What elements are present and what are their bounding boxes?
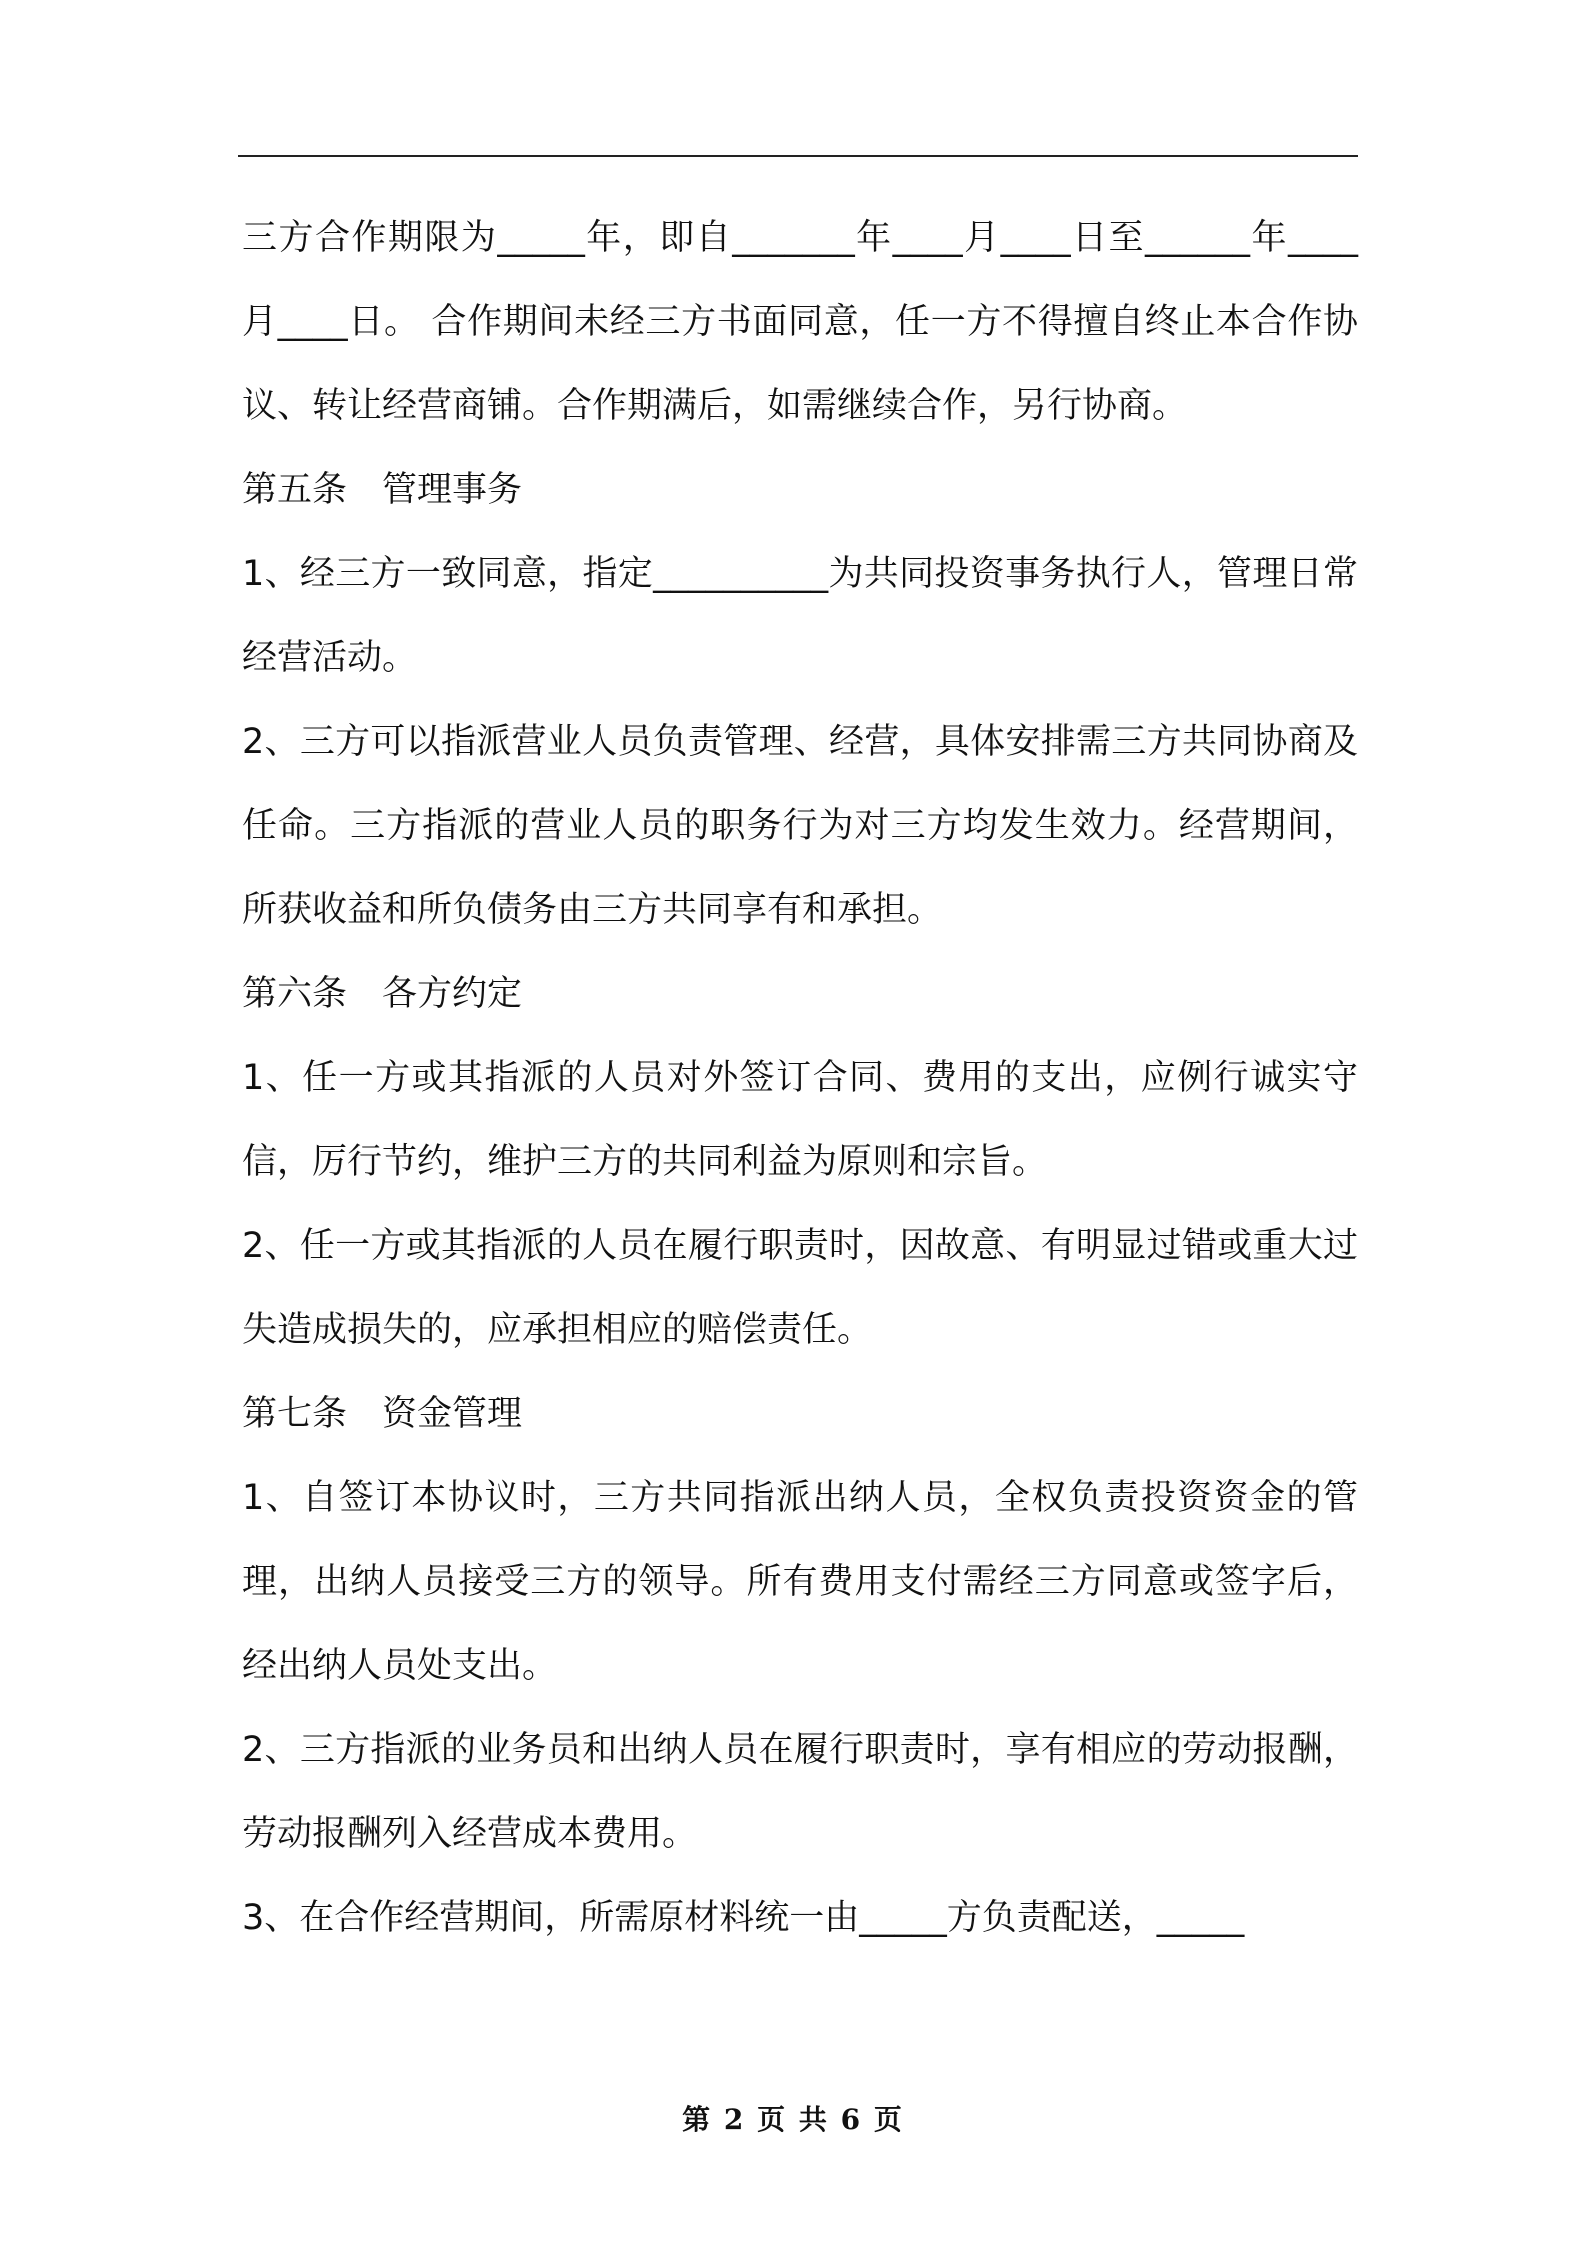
article-6-heading: 第六条 各方约定 [242,974,523,1014]
paragraph-article-7-item-3: 3、在合作经营期间，所需原材料统一由_____方负责配送，_____ [242,1898,1245,1938]
paragraph-term-period: 三方合作期限为_____年，即自_______年____月____日至______年____月____日。 合作期间未经三方书面同意，任一方不得擅自终止本合作协议、转让经营商铺。合作期满后，如需继续合作，另行协商。 [242,218,1358,426]
document-body [242,196,1358,1960]
paragraph-article-5-item-2: 2、三方可以指派营业人员负责管理、经营，具体安排需三方共同协商及任命。三方指派的营业人员的职务行为对三方均发生效力。经营期间，所获收益和所负债务由三方共同享有和承担。 [242,722,1358,930]
paragraph-article-5-item-1: 1、经三方一致同意，指定__________为共同投资事务执行人，管理日常经营活动。 [242,554,1358,678]
paragraph-article-7-item-1: 1、自签订本协议时，三方共同指派出纳人员，全权负责投资资金的管理，出纳人员接受三方的领导。所有费用支付需经三方同意或签字后，经出纳人员处支出。 [242,1478,1358,1686]
article-5-heading: 第五条 管理事务 [242,470,523,510]
page-number-footer: 第 2 页 共 6 页 [682,2103,904,2136]
article-7-heading: 第七条 资金管理 [242,1394,523,1434]
paragraph-article-6-item-2: 2、任一方或其指派的人员在履行职责时，因故意、有明显过错或重大过失造成损失的，应承担相应的赔偿责任。 [242,1226,1358,1350]
paragraph-article-7-item-2: 2、三方指派的业务员和出纳人员在履行职责时，享有相应的劳动报酬，劳动报酬列入经营成本费用。 [242,1730,1358,1854]
paragraph-article-6-item-1: 1、任一方或其指派的人员对外签订合同、费用的支出，应例行诚实守信，厉行节约，维护三方的共同利益为原则和宗旨。 [242,1058,1358,1182]
header-rule [238,155,1358,157]
